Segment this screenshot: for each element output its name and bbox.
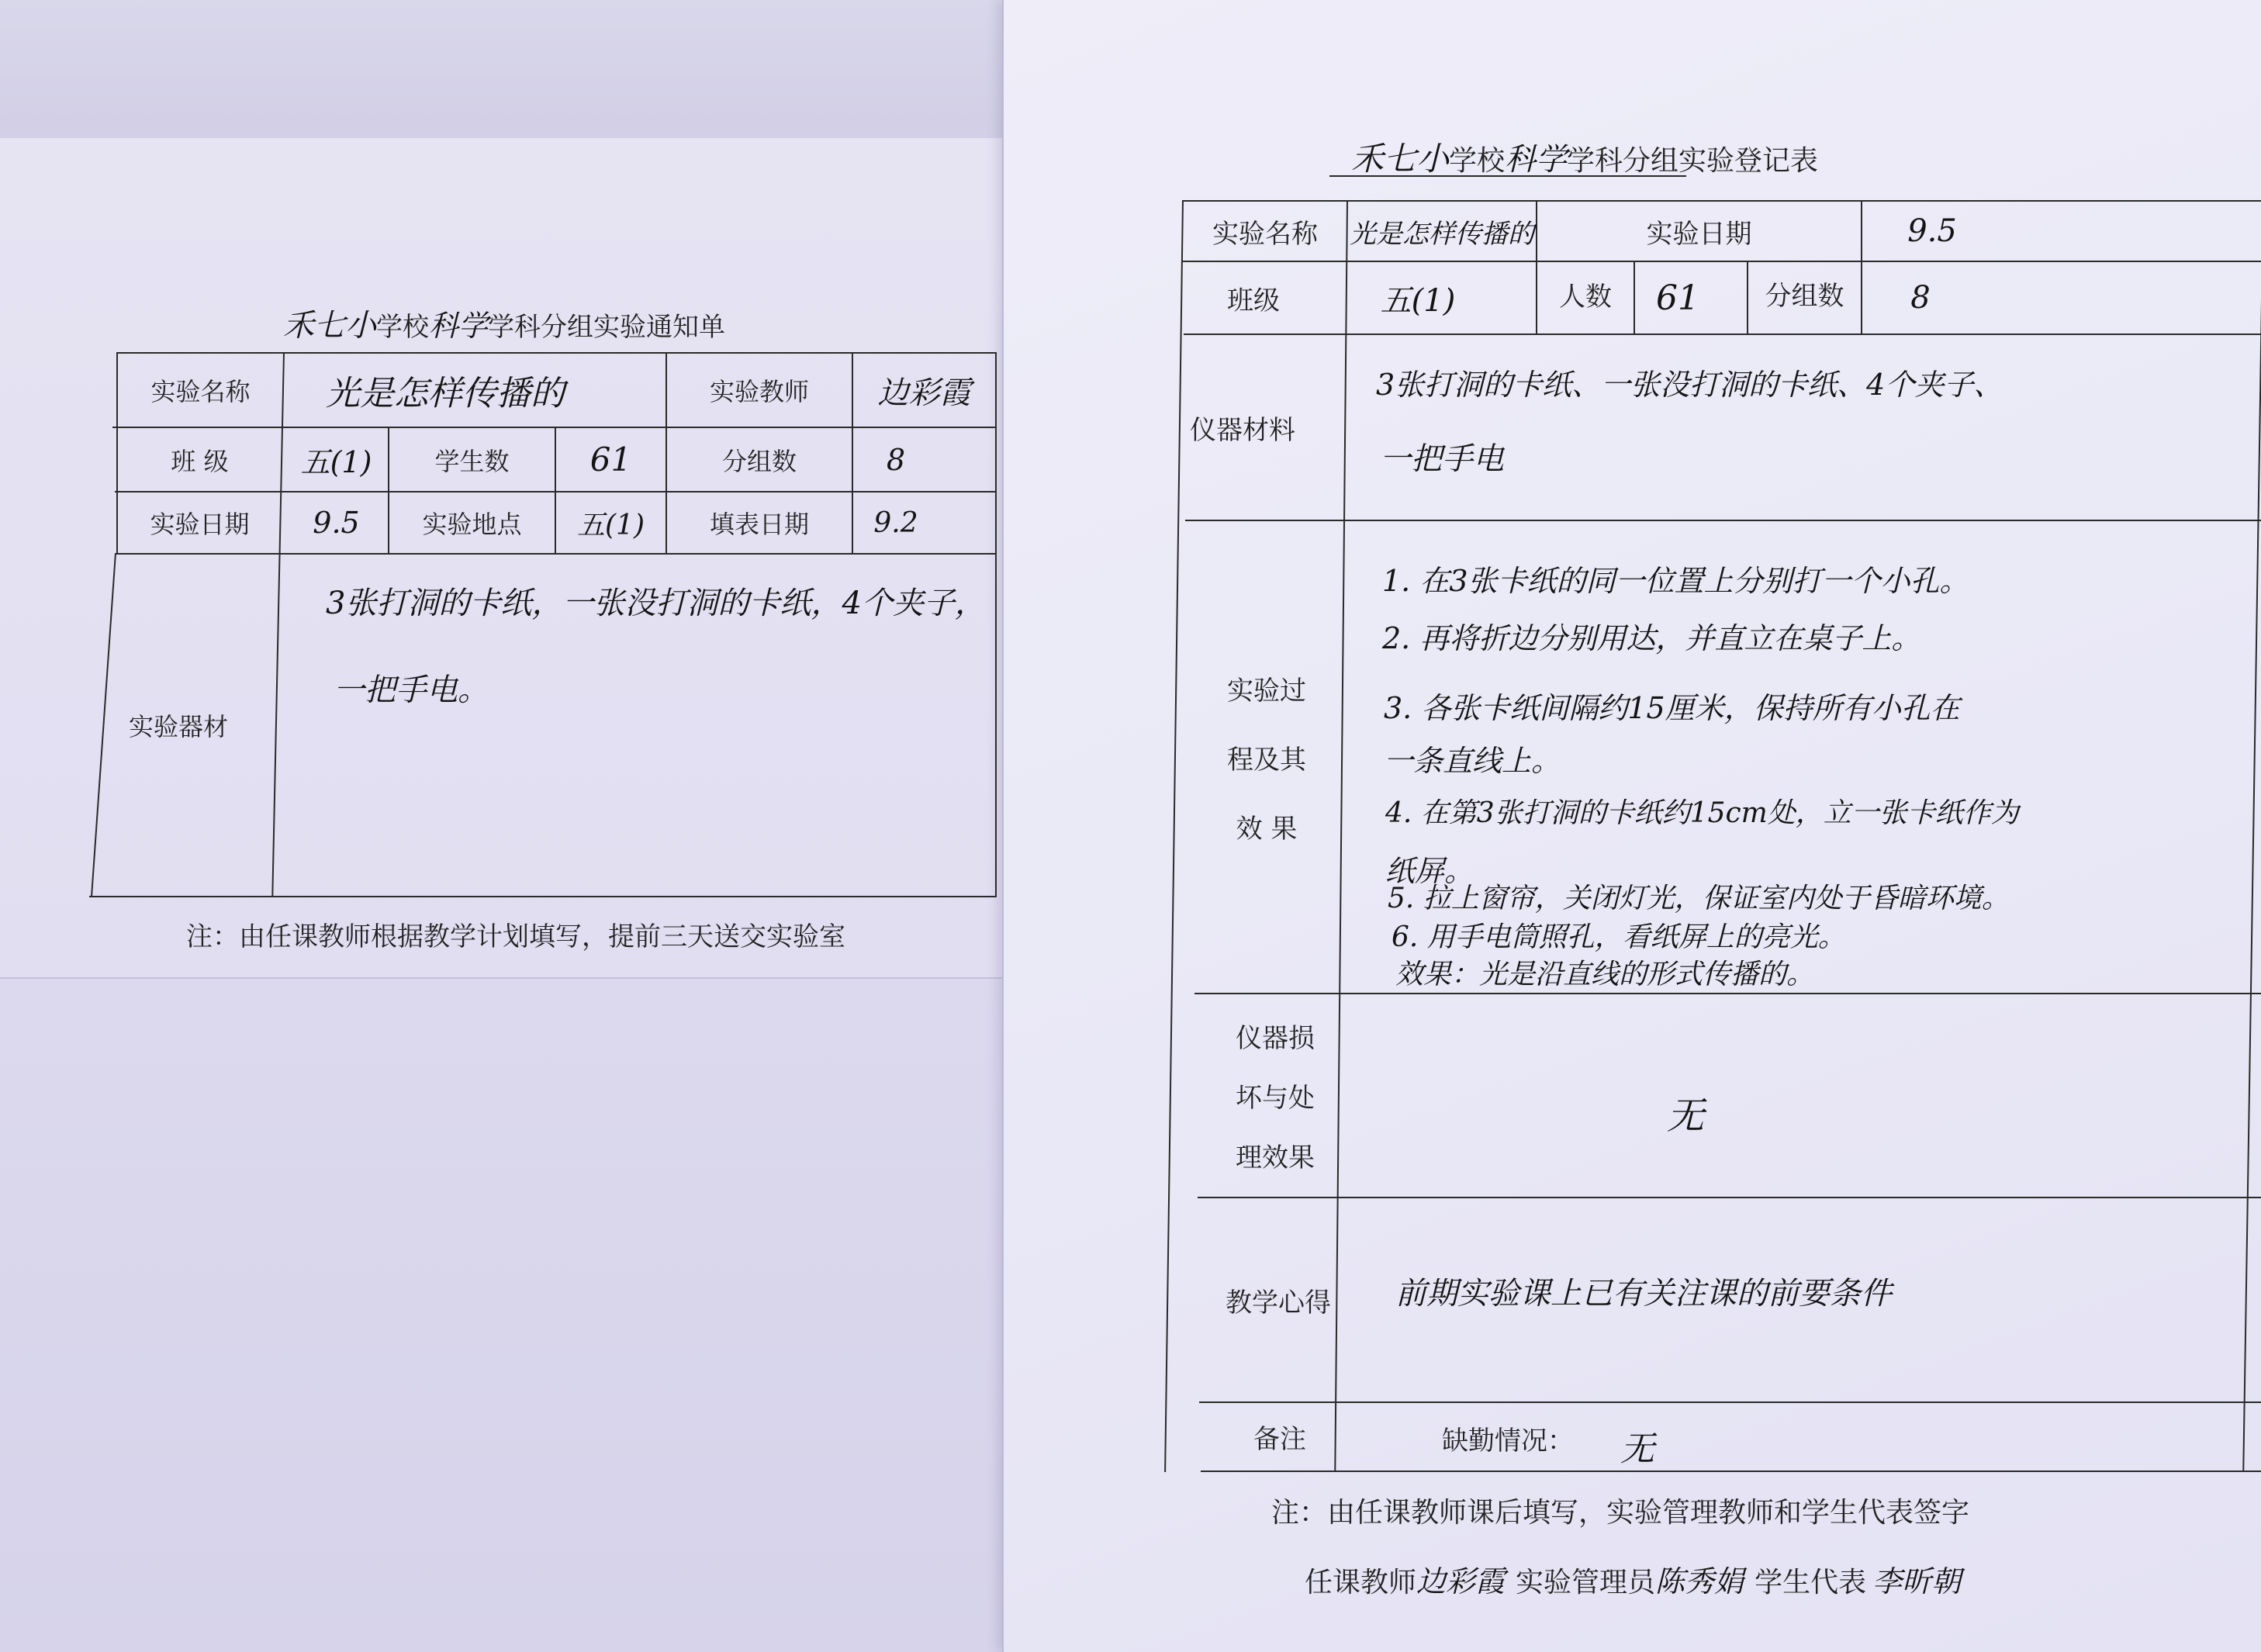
record-note: 注：由任课教师课后填写，实验管理教师和学生代表签字 bbox=[1271, 1497, 1970, 1529]
notice-label-place: 实验地点 bbox=[422, 510, 522, 539]
admin-signature: 陈秀娟 bbox=[1655, 1564, 1744, 1598]
record-label-process-1: 实验过 bbox=[1227, 675, 1306, 707]
notice-label-fill-date: 填表日期 bbox=[709, 510, 809, 539]
record-label-materials: 仪器材料 bbox=[1190, 414, 1295, 446]
record-school: 禾七小 bbox=[1351, 140, 1450, 178]
notice-title bbox=[283, 301, 725, 345]
record-process-line3: 3. 各张卡纸间隔约15厘米，保持所有小孔在 bbox=[1384, 691, 1960, 725]
notice-label-students: 学生数 bbox=[434, 446, 510, 476]
record-process-line9: 效果：光是沿直线的形式传播的。 bbox=[1395, 959, 1815, 990]
notice-note: 注：由任课教师根据教学计划填写，提前三天送交实验室 bbox=[186, 921, 845, 952]
notice-label-class: 班 级 bbox=[171, 446, 229, 476]
record-title bbox=[1351, 133, 1818, 180]
notice-sheet bbox=[0, 138, 1002, 977]
record-label-damage-2: 坏与处 bbox=[1236, 1083, 1315, 1114]
notice-label-name: 实验名称 bbox=[150, 377, 251, 406]
record-label-date: 实验日期 bbox=[1646, 218, 1752, 250]
notice-value-fill-date: 9.2 bbox=[873, 506, 918, 539]
record-subject: 科学 bbox=[1505, 142, 1568, 178]
student-sign-label: 学生代表 bbox=[1755, 1567, 1867, 1598]
notice-equipment-line1: 3张打洞的卡纸，一张没打洞的卡纸，4个夹子， bbox=[326, 586, 986, 621]
record-title-rest: 学科分组实验登记表 bbox=[1567, 145, 1819, 177]
record-process-line8: 6. 用手电筒照孔，看纸屏上的亮光。 bbox=[1392, 921, 1846, 953]
record-value-absence: 无 bbox=[1620, 1429, 1654, 1469]
record-process-line5: 4. 在第3张打洞的卡纸约15cm处，立一张卡纸作为 bbox=[1385, 797, 2019, 829]
record-process-line2: 2. 再将折边分别用达，并直立在桌子上。 bbox=[1382, 621, 1921, 655]
student-signature: 李昕朝 bbox=[1872, 1564, 1962, 1598]
record-label-remarks: 备注 bbox=[1253, 1424, 1306, 1455]
paper-fold-top bbox=[0, 0, 1002, 140]
notice-value-class: 五(1) bbox=[300, 445, 372, 479]
notice-value-students: 61 bbox=[589, 441, 632, 479]
notice-title-rest: 学科分组实验通知单 bbox=[488, 312, 726, 343]
record-label-name: 实验名称 bbox=[1212, 218, 1318, 250]
record-label-process-3: 效 果 bbox=[1236, 813, 1298, 845]
record-label-damage-3: 理效果 bbox=[1236, 1142, 1315, 1173]
record-process-line7: 5. 拉上窗帘，关闭灯光，保证室内处于昏暗环境。 bbox=[1388, 883, 2010, 914]
record-label-damage bbox=[1194, 994, 1356, 1197]
notice-school: 禾七小 bbox=[283, 308, 376, 344]
notice-value-name: 光是怎样传播的 bbox=[326, 374, 565, 413]
record-sheet bbox=[1002, 0, 2261, 1652]
record-process-line6: 纸屏。 bbox=[1385, 854, 1474, 888]
record-label-process-2: 程及其 bbox=[1227, 744, 1306, 776]
record-value-groups: 8 bbox=[1910, 280, 1931, 316]
notice-label-groups: 分组数 bbox=[721, 446, 797, 476]
teacher-sign-label: 任课教师 bbox=[1305, 1567, 1417, 1598]
record-label-groups: 分组数 bbox=[1765, 280, 1844, 312]
notice-school-suffix: 学校 bbox=[376, 312, 429, 343]
record-school-suffix: 学校 bbox=[1449, 145, 1506, 177]
record-process-line1: 1. 在3张卡纸的同一位置上分别打一个小孔。 bbox=[1382, 564, 1969, 598]
record-label-absence: 缺勤情况： bbox=[1442, 1426, 1574, 1457]
paper-fold-bottom bbox=[0, 977, 1012, 1652]
record-value-damage: 无 bbox=[1667, 1094, 1705, 1138]
record-value-people: 61 bbox=[1656, 278, 1699, 318]
record-signatures bbox=[1305, 1557, 1961, 1600]
notice-value-place: 五(1) bbox=[577, 509, 645, 541]
notice-equipment-line2: 一把手电。 bbox=[334, 672, 489, 708]
notice-label-equipment: 实验器材 bbox=[128, 712, 228, 741]
notice-value-date: 9.5 bbox=[313, 506, 360, 540]
notice-value-groups: 8 bbox=[886, 442, 906, 477]
record-value-name: 光是怎样传播的 bbox=[1350, 218, 1534, 250]
teacher-signature: 边彩霞 bbox=[1416, 1564, 1506, 1598]
record-materials-line1: 3张打洞的卡纸、一张没打洞的卡纸、4个夹子、 bbox=[1376, 368, 2003, 402]
notice-value-teacher: 边彩霞 bbox=[877, 375, 971, 411]
record-label-damage-1: 仪器损 bbox=[1236, 1023, 1315, 1054]
record-value-class: 五(1) bbox=[1380, 282, 1456, 319]
admin-sign-label: 实验管理员 bbox=[1516, 1567, 1656, 1598]
record-process-line4: 一条直线上。 bbox=[1384, 744, 1561, 778]
record-label-class: 班级 bbox=[1227, 285, 1280, 316]
record-value-reflection: 前期实验课上已有关注课的前要条件 bbox=[1395, 1276, 1892, 1312]
notice-subject: 科学 bbox=[429, 309, 489, 343]
notice-label-date: 实验日期 bbox=[150, 510, 250, 539]
record-label-reflection: 教学心得 bbox=[1226, 1287, 1331, 1318]
notice-label-teacher: 实验教师 bbox=[709, 377, 809, 406]
record-label-people: 人数 bbox=[1559, 281, 1612, 313]
record-label-process bbox=[1185, 521, 1348, 993]
record-materials-line2: 一把手电 bbox=[1380, 441, 1504, 477]
record-value-date: 9.5 bbox=[1907, 213, 1957, 249]
